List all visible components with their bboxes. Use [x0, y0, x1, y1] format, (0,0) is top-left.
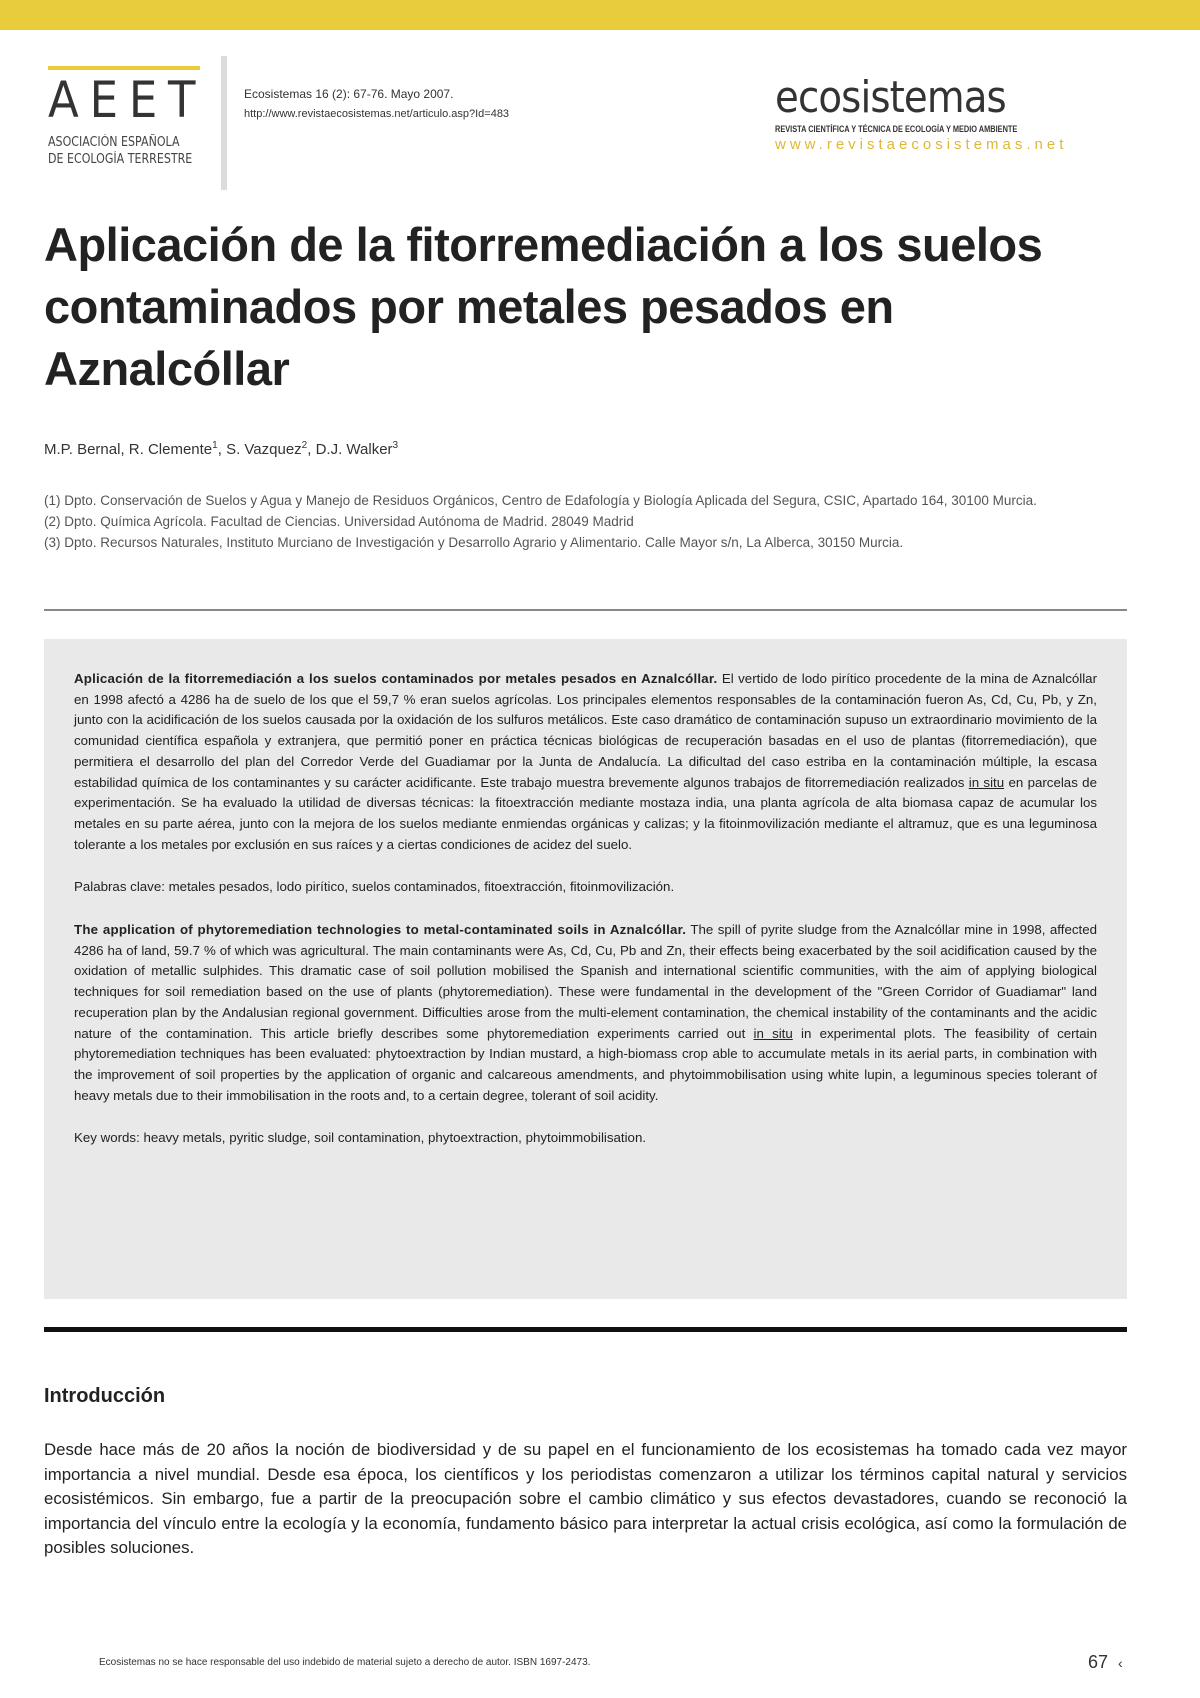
header-divider — [221, 56, 227, 190]
author-name: R. Clemente — [128, 441, 213, 458]
aeet-logo-name: AEET — [48, 71, 207, 129]
aeet-logo — [48, 66, 206, 168]
author-name: D.J. Walker — [315, 441, 393, 458]
article-url[interactable]: http://www.revistaecosistemas.net/articulo.asp?Id=483 — [244, 108, 510, 120]
abstract-en — [74, 920, 1097, 1106]
author-sep: , — [217, 441, 227, 458]
aeet-logo-line1: ASOCIACIÓN ESPAÑOLA — [48, 135, 180, 150]
ecosistemas-logo-name: ecosistemas — [775, 72, 1006, 123]
author-name: M.P. Bernal — [44, 441, 121, 458]
abstract-content — [74, 669, 1097, 1171]
abstract-en-text-2: in experimental plots. The feasibility of certain phytoremediation techniques has been evaluated: phytoextraction by Indian mustard, a high-biomass crop able to accumulate metals in its aerial parts, in combination with the improvement of soil properties by the application of organic and calcareous amendments, and phytoimmobilisation using white lupin, a leguminous species tolerant of heavy metals due to their immobilisation in the roots and, to a certain degree, tolerant of soil acidity. — [74, 1025, 1097, 1103]
keywords-en: Key words: heavy metals, pyritic sludge, soil contamination, phytoextraction, phytoimmobilisation. — [74, 1130, 647, 1146]
introduction-heading: Introducción — [44, 1385, 166, 1407]
introduction-paragraph: Desde hace más de 20 años la noción de biodiversidad y de su papel en el funcionamiento de los ecosistemas ha tomado cada vez mayor importancia a nivel mundial. Desde esa época, los científicos y los periodistas comenzaron a utilizar los términos capital natural y servicios ecosistémicos. Sin embargo, fue a partir de la preocupación sobre el cambio climático y sus efectos devastadores, cuando se reconoció la importancia del vínculo entre la ecología y la economía, fundamento básico para interpretar la actual crisis ecológica, así como la formulación de posibles soluciones. — [44, 1440, 1127, 1557]
logo-accent-line — [48, 66, 200, 70]
affiliation-1: (1) Dpto. Conservación de Suelos y Agua y Manejo de Residuos Orgánicos, Centro de Edafología y Biología Aplicada del Segura, CSIC, Apartado 164, 30100 Murcia. — [44, 493, 1037, 508]
ecosistemas-tagline: REVISTA CIENTÍFICA Y TÉCNICA DE ECOLOGÍA Y MEDIO AMBIENTE — [775, 124, 1018, 134]
citation-text: Ecosistemas 16 (2): 67-76. Mayo 2007. — [244, 87, 454, 101]
citation-block — [244, 84, 509, 124]
aeet-logo-line2: DE ECOLOGÍA TERRESTRE — [48, 152, 193, 167]
ecosistemas-logo — [775, 72, 1068, 153]
page-arrow-icon: ‹ — [1118, 1655, 1123, 1671]
keywords-es: Palabras clave: metales pesados, lodo pirítico, suelos contaminados, fitoextracción, fitoinmovilización. — [74, 879, 675, 895]
abstract-es-text-1: El vertido de lodo pirítico procedente de la mina de Aznalcóllar en 1998 afectó a 4286 ha de suelo de los que el 59,7 % eran suelos agrícolas. Los principales elementos responsables de la contaminación fueron As, Cd, Cu, Pb, y Zn, junto con la acidificación de los suelos causada por la oxidación de los sulfuros metálicos. Este caso dramático de contaminación supuso un extraordinario movimiento de la comunidad científica española y extranjera, que permitió poner en práctica técnicas biológicas de recuperación basadas en el uso de plantas (fitorremediación), que permitiera el desarrollo del plan del Corredor Verde del Guadiamar por la Junta de Andalucía. La dificultad del caso estriba en la contaminación múltiple, la escasa estabilidad química de los contaminantes y su carácter acidificante. Este trabajo muestra brevemente algunos trabajos de fitorremediación realizados — [74, 671, 1097, 790]
author-sup: 2 — [301, 440, 308, 451]
author-sep: , — [307, 441, 316, 458]
affiliation-2: (2) Dpto. Química Agrícola. Facultad de Ciencias. Universidad Autónoma de Madrid. 28049 Madrid — [44, 514, 634, 529]
author-list — [44, 440, 398, 458]
abstract-box — [44, 639, 1127, 1299]
top-accent-bar — [0, 0, 1200, 30]
abstract-es-text-2: en parcelas de experimentación. Se ha evaluado la utilidad de diversas técnicas: la fitoextracción mediante mostaza india, una planta agrícola de alta biomasa capaz de acumular los metales en su parte aérea, junto con la mejora de los suelos mediante enmiendas orgánicas y calizas; y la fitoinmovilización mediante el altramuz, que es una leguminosa tolerante a los metales por exclusión en sus raíces y a ciertas condiciones de acidez del suelo. — [74, 774, 1097, 852]
author-name: S. Vazquez — [226, 441, 302, 458]
abstract-en-in-situ: in situ — [753, 1025, 793, 1041]
affiliation-3: (3) Dpto. Recursos Naturales, Instituto Murciano de Investigación y Desarrollo Agrario y Alimentario. Calle Mayor s/n, La Alberca, 30150 Murcia. — [44, 535, 904, 550]
abstract-es — [74, 669, 1097, 855]
page-number: 67 — [1088, 1652, 1109, 1672]
author-sep: , — [120, 441, 129, 458]
article-title: Aplicación de la fitorremediación a los suelos contaminados por metales pesados en Aznalcóllar — [44, 218, 1043, 395]
abstract-es-in-situ: in situ — [968, 774, 1005, 790]
ecosistemas-url[interactable]: www.revistaecosistemas.net — [775, 136, 1068, 153]
header-rule — [44, 609, 1127, 611]
affiliations — [44, 490, 1124, 553]
abstract-en-text-1: The spill of pyrite sludge from the Aznalcóllar mine in 1998, affected 4286 ha of land, 59.7 % of which was agricultural. The main contaminants were As, Cd, Cu, Pb and Zn, their effects being exacerbated by the soil acidification caused by the oxidation of metallic sulphides. This dramatic case of soil pollution mobilised the Spanish and international scientific communities, with the aim of applying biological techniques for soil remediation based on the use of plants (phytoremediation). These were fundamental in the development of the "Green Corridor of Guadiamar" land recuperation plan by the Andalusian regional government. Difficulties arose from the multi-element contamination, the chemical instability of the contaminants and the acidic nature of the contamination. This article briefly describes some phytoremediation experiments carried out — [74, 922, 1097, 1041]
abstract-en-title: The application of phytoremediation technologies to metal-contaminated soils in Aznalcóllar. — [74, 922, 687, 938]
abstract-es-title: Aplicación de la fitorremediación a los suelos contaminados por metales pesados en Aznalcóllar. — [74, 671, 718, 686]
author-sup: 1 — [212, 440, 218, 451]
author-sup: 3 — [392, 440, 399, 451]
footer-disclaimer: Ecosistemas no se hace responsable del uso indebido de material sujeto a derecho de autor. ISBN 1697-2473. — [99, 1657, 591, 1668]
section-rule — [44, 1327, 1127, 1332]
